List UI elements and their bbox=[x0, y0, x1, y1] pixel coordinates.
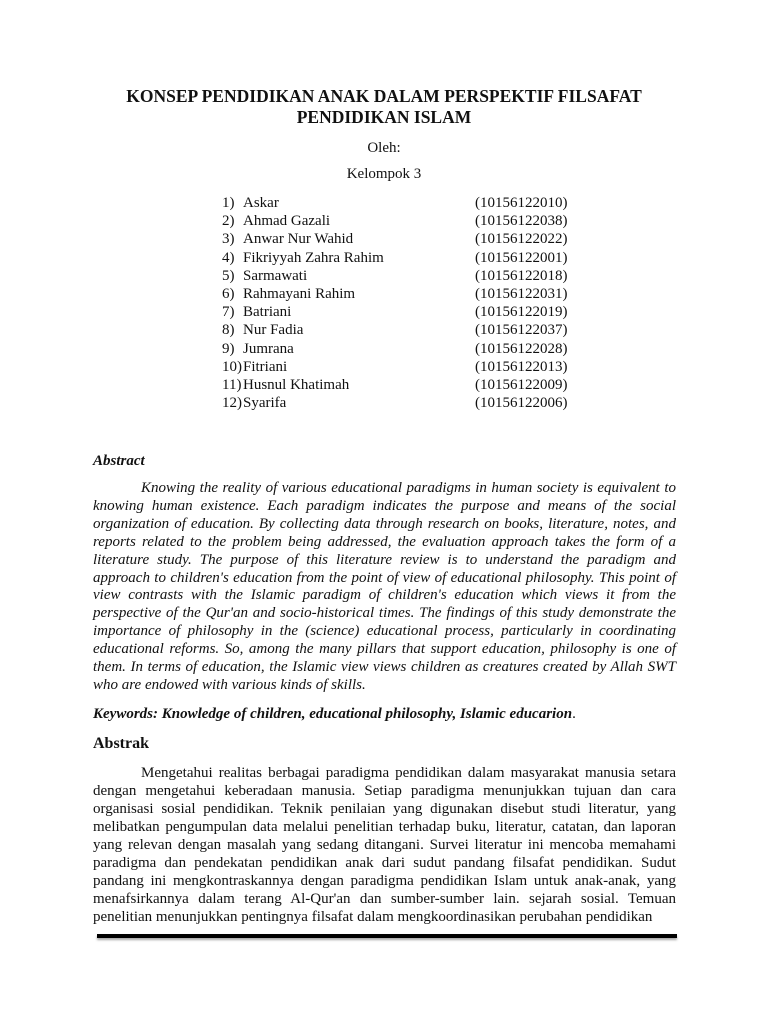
member-row bbox=[222, 267, 582, 285]
member-row bbox=[222, 249, 582, 267]
page-bottom-rule bbox=[97, 934, 677, 938]
member-row bbox=[222, 358, 582, 376]
member-list bbox=[222, 194, 582, 412]
member-nim: (10156122018) bbox=[475, 267, 568, 284]
member-name: Husnul Khatimah bbox=[243, 376, 350, 393]
member-num: 10) bbox=[222, 358, 242, 375]
member-num: 1) bbox=[222, 195, 235, 211]
keywords-text: Keywords: Knowledge of children, educational philosophy, Islamic educarion bbox=[93, 706, 573, 722]
member-nim: (10156122022) bbox=[475, 231, 568, 248]
group-name: Kelompok 3 bbox=[346, 166, 422, 182]
member-row bbox=[222, 212, 582, 230]
member-name: Nur Fadia bbox=[243, 322, 304, 339]
member-name: Fitriani bbox=[243, 358, 288, 375]
member-row bbox=[222, 303, 582, 321]
member-name: Fikriyyah Zahra Rahim bbox=[243, 249, 384, 266]
member-nim: (10156122001) bbox=[475, 249, 568, 266]
member-row bbox=[222, 230, 582, 248]
member-name: Syarifa bbox=[243, 395, 287, 412]
member-nim: (10156122006) bbox=[475, 395, 568, 412]
member-name: Sarmawati bbox=[243, 267, 308, 284]
member-num: 5) bbox=[222, 267, 235, 284]
member-nim: (10156122037) bbox=[475, 322, 568, 339]
member-nim: (10156122009) bbox=[475, 376, 568, 393]
member-name: Rahmayani Rahim bbox=[243, 285, 356, 302]
member-row bbox=[222, 340, 582, 358]
abstrak-heading: Abstrak bbox=[93, 735, 150, 752]
keywords bbox=[93, 706, 576, 723]
abstrak-text: Mengetahui realitas berbagai paradigma pendidikan dalam masyarakat manusia setara dengan mengetahui keberadaan manusia. Setiap paradigma menunjukkan tujuan dan cara organisasi sosial pendidikan. Teknik penilaian yang digunakan disebut studi literatur, yang melibatkan pengumpulan data melalui penelitian terhadap buku, literatur, catatan, dan laporan yang relevan dengan masalah yang sedang ditangani. Survei literatur ini mencoba memahami paradigma dan pendekatan pendidikan anak dari sudut pandang filsafat pendidikan. Sudut pandang ini mengkontraskannya dengan paradigma pendidikan Islam untuk anak-anak, yang menafsirkannya dalam terang Al-Qur'an dan sumber-sumber lain. sejarah sosial. Temuan penelitian menunjukkan pentingnya filsafat dalam mengkoordinasikan perubahan pendidikan bbox=[93, 765, 676, 925]
member-num: 2) bbox=[222, 213, 235, 230]
member-row bbox=[222, 285, 582, 303]
member-row bbox=[222, 376, 582, 394]
member-num: 7) bbox=[222, 304, 235, 321]
member-nim: (10156122028) bbox=[475, 340, 568, 357]
paper-title: KONSEP PENDIDIKAN ANAK DALAM PERSPEKTIF FILSAFAT PENDIDIKAN ISLAM bbox=[126, 86, 642, 127]
member-nim: (10156122010) bbox=[475, 195, 568, 211]
member-num: 12) bbox=[222, 395, 242, 412]
author-label: Oleh: bbox=[367, 140, 401, 156]
member-row bbox=[222, 194, 582, 212]
member-num: 9) bbox=[222, 340, 235, 357]
member-nim: (10156122038) bbox=[475, 213, 568, 230]
member-num: 4) bbox=[222, 249, 235, 266]
keywords-period: . bbox=[572, 706, 576, 722]
member-name: Batriani bbox=[243, 304, 292, 321]
member-name: Askar bbox=[243, 195, 279, 211]
member-row bbox=[222, 321, 582, 339]
member-num: 8) bbox=[222, 322, 235, 339]
member-nim: (10156122013) bbox=[475, 358, 568, 375]
member-name: Anwar Nur Wahid bbox=[243, 231, 354, 248]
member-row bbox=[222, 394, 582, 412]
member-name: Jumrana bbox=[243, 340, 294, 357]
abstract-heading: Abstract bbox=[93, 453, 145, 469]
member-nim: (10156122031) bbox=[475, 285, 568, 302]
abstract-text: Knowing the reality of various educational paradigms in human society is equivalent to knowing human existence. Each paradigm indicates the purpose and means of the social organization of education. By collecting data through research on books, literature, notes, and reports related to the problem being addressed, the evaluation approach takes the form of a literature study. The purpose of this literature review is to understand the paradigm and approach to children's education from the point of view of educational philosophy. This point of view contrasts with the Islamic paradigm of children's education which views it from the perspective of the Qur'an and socio-historical times. The findings of this study demonstrate the importance of philosophy in the (science) educational process, particularly in coordinating educational reforms. So, among the many pillars that support education, philosophy is one of them. In terms of education, the Islamic view views children as creatures created by Allah SWT who are endowed with various kinds of skills. bbox=[93, 480, 676, 693]
member-num: 3) bbox=[222, 231, 235, 248]
member-nim: (10156122019) bbox=[475, 304, 568, 321]
member-num: 6) bbox=[222, 285, 235, 302]
member-name: Ahmad Gazali bbox=[243, 213, 331, 230]
member-num: 11) bbox=[222, 376, 242, 393]
